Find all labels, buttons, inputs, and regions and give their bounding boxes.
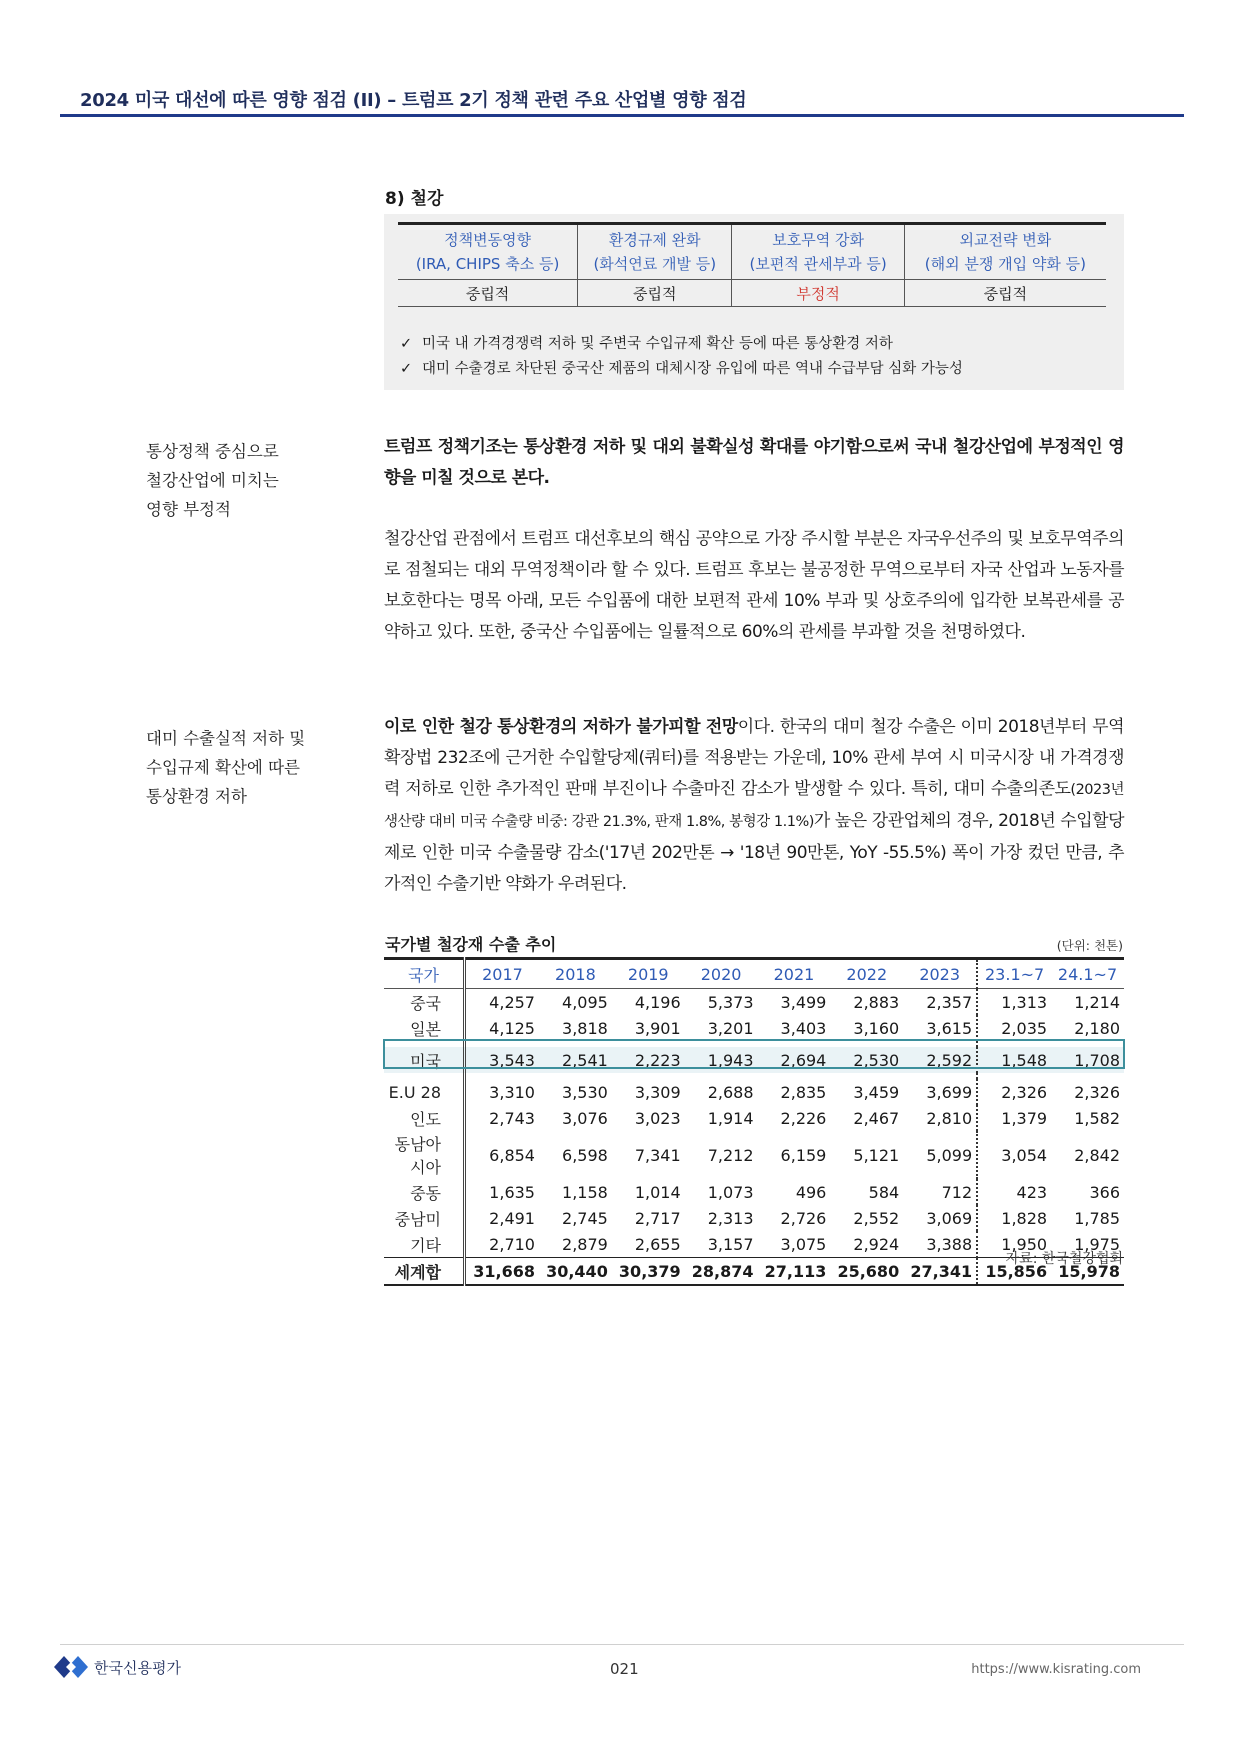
value-cell: 25,680 (830, 1258, 903, 1286)
value-cell: 4,095 (562, 992, 608, 1012)
kis-logo (54, 1654, 181, 1680)
country-cell: 동남아시아 (384, 1131, 465, 1179)
column-header: 2017 (465, 959, 539, 989)
value-cell: 31,668 (465, 1258, 539, 1286)
bullet-item: ✓ 미국 내 가격경쟁력 저하 및 주변국 수입규제 확산 등에 따른 통상환경 저하 (400, 332, 963, 357)
value-cell: 1,635 (489, 1182, 535, 1202)
value-cell: 2,745 (562, 1208, 608, 1228)
value-cell: 2,180 (1074, 1018, 1120, 1038)
us-row-highlight (383, 1039, 1125, 1069)
value-cell: 2,592 (903, 1047, 977, 1073)
value-cell: 7,341 (634, 1145, 681, 1165)
value-cell: 2,035 (977, 1015, 1051, 1041)
value-cell: 2,541 (539, 1047, 612, 1073)
value-cell: 3,310 (489, 1082, 535, 1102)
value-cell: 2,467 (853, 1108, 900, 1128)
column-header: 국가 (384, 959, 465, 989)
value-cell: 3,309 (634, 1082, 681, 1102)
value-cell: 1,914 (707, 1108, 754, 1128)
value-cell: 2,313 (707, 1208, 754, 1228)
policy-value-ira: 중립적 (398, 280, 578, 307)
column-header: 2021 (758, 959, 831, 989)
export-table-unit: (단위: 천톤) (1056, 938, 1123, 953)
value-cell: 2,879 (562, 1234, 608, 1254)
footer-url: https://www.kisrating.com (971, 1662, 1141, 1677)
value-cell: 2,326 (1074, 1082, 1120, 1102)
logo-text: 한국신용평가 (94, 1658, 181, 1677)
export-table-title: 국가별 철강재 수출 추이 (385, 935, 557, 954)
check-icon: ✓ (400, 336, 413, 352)
value-cell: 3,543 (465, 1047, 539, 1073)
value-cell: 3,615 (926, 1018, 973, 1038)
value-cell: 366 (1089, 1182, 1120, 1202)
value-cell: 1,943 (685, 1047, 758, 1073)
value-cell: 584 (868, 1182, 900, 1202)
value-cell: 15,978 (1051, 1258, 1124, 1286)
value-cell: 3,403 (780, 1018, 827, 1038)
value-cell: 1,158 (562, 1182, 608, 1202)
paragraph-2: 철강산업 관점에서 트럼프 대선후보의 핵심 공약으로 가장 주시할 부분은 자국우선주의 및 보호무역주의로 점철되는 대외 무역정책이라 할 수 있다. 트럼프 후보는 불공정한 무역으로부터 자국 산업과 노동자를 보호한다는 명목 아래, 모든 수입품에 대한 보편적 관세 10% 부과 및 상호주의에 입각한 보복관세를 공약하고 있다. 또한, 중국산 수입품에는 일률적으로 60%의 관세를 부과할 것을 천명하였다. (384, 529, 1124, 642)
value-cell: 1,950 (977, 1231, 1051, 1258)
value-cell: 30,440 (539, 1258, 612, 1286)
policy-header-environment: 환경규제 완화 (화석연료 개발 등) (578, 224, 732, 280)
value-cell: 6,159 (780, 1145, 827, 1165)
value-cell: 5,099 (926, 1145, 973, 1165)
policy-header-protectionism: 보호무역 강화 (보편적 관세부과 등) (732, 224, 904, 280)
value-cell: 2,552 (853, 1208, 900, 1228)
policy-value-diplomacy: 중립적 (904, 280, 1106, 307)
value-cell: 28,874 (685, 1258, 758, 1286)
country-cell: E.U 28 (384, 1079, 465, 1105)
value-cell: 6,854 (489, 1145, 535, 1165)
value-cell: 2,357 (926, 992, 973, 1012)
kis-logo-icon (54, 1654, 88, 1680)
value-cell: 1,828 (977, 1205, 1051, 1231)
value-cell: 2,326 (977, 1079, 1051, 1105)
column-header: 2022 (830, 959, 903, 989)
value-cell: 2,743 (489, 1108, 535, 1128)
country-cell: 기타 (384, 1231, 465, 1258)
side-note-2: 대미 수출실적 저하 및 수입규제 확산에 따른 통상환경 저하 (146, 729, 306, 806)
policy-header-ira: 정책변동영향 (IRA, CHIPS 축소 등) (398, 224, 578, 280)
value-cell: 2,530 (830, 1047, 903, 1073)
value-cell: 1,379 (977, 1105, 1051, 1131)
page-number: 021 (610, 1660, 639, 1678)
value-cell: 3,054 (977, 1131, 1051, 1179)
column-header: 2020 (685, 959, 758, 989)
value-cell: 15,856 (977, 1258, 1051, 1286)
value-cell: 2,717 (634, 1208, 681, 1228)
footer-divider (60, 1644, 1184, 1645)
value-cell: 2,842 (1074, 1145, 1120, 1165)
value-cell: 3,023 (634, 1108, 681, 1128)
bullet-item: ✓ 대미 수출경로 차단된 중국산 제품의 대체시장 유입에 따른 역내 수급부담 심화 가능성 (400, 357, 963, 382)
value-cell: 3,157 (707, 1234, 754, 1254)
value-cell: 27,113 (758, 1258, 831, 1286)
export-table-source: 자료: 한국철강협회 (1005, 1251, 1123, 1267)
country-cell: 일본 (384, 1015, 465, 1041)
value-cell: 3,901 (634, 1018, 681, 1038)
value-cell: 5,121 (853, 1145, 900, 1165)
table-row (384, 1131, 1124, 1179)
value-cell: 423 (977, 1179, 1051, 1205)
table-row (384, 1179, 1124, 1205)
value-cell: 2,924 (853, 1234, 900, 1254)
country-cell: 중남미 (384, 1205, 465, 1231)
column-header: 23.1~7 (977, 959, 1051, 989)
table-row (384, 1079, 1124, 1105)
value-cell: 30,379 (612, 1258, 685, 1286)
value-cell: 3,201 (707, 1018, 754, 1038)
value-cell: 4,196 (634, 992, 681, 1012)
policy-bullets (400, 332, 963, 382)
value-cell: 2,835 (780, 1082, 827, 1102)
value-cell: 2,226 (780, 1108, 827, 1128)
value-cell: 2,810 (926, 1108, 973, 1128)
side-note-1: 통상정책 중심으로 철강산업에 미치는 영향 부정적 (146, 442, 279, 519)
header-divider (60, 114, 1184, 117)
value-cell: 3,459 (853, 1082, 900, 1102)
value-cell: 3,699 (926, 1082, 973, 1102)
value-cell: 1,975 (1074, 1234, 1120, 1254)
value-cell: 1,214 (1074, 992, 1120, 1012)
value-cell: 3,076 (562, 1108, 608, 1128)
value-cell: 7,212 (707, 1145, 754, 1165)
value-cell: 3,388 (926, 1234, 973, 1254)
value-cell: 496 (795, 1182, 827, 1202)
value-cell: 1,708 (1051, 1047, 1124, 1073)
policy-value-environment: 중립적 (578, 280, 732, 307)
column-header: 2023 (903, 959, 977, 989)
paragraph-3: 이로 인한 철강 통상환경의 저하가 불가피할 전망이다. 한국의 대미 철강 수출은 이미 2018년부터 무역확장법 232조에 근거한 수입할당제(쿼터)를 적용받는 가운데, 10% 관세 부여 시 미국시장 내 가격경쟁력 저하로 인한 추가적인 판매 부진이나 수출마진 감소가 발생할 수 있다. 특히, 대미 수출의존도(2023년 생산량 대비 미국 수출량 비중: 강관 21.3%, 판재 1.8%, 봉형강 1.1%)가 높은 강관업체의 경우, 2018년 수입할당제로 인한 미국 수출물량 감소('17년 202만톤 → '18년 90만톤, YoY -55.5%) 폭이 가장 컸던 만큼, 추가적인 수출기반 약화가 우려된다. (384, 717, 1124, 894)
value-cell: 3,069 (926, 1208, 973, 1228)
value-cell: 1,073 (707, 1182, 754, 1202)
paragraph-1-bold: 트럼프 정책기조는 통상환경 저하 및 대외 불확실성 확대를 야기함으로써 국내 철강산업에 부정적인 영향을 미칠 것으로 본다. (384, 437, 1124, 488)
value-cell: 1,548 (977, 1047, 1051, 1073)
value-cell: 1,785 (1074, 1208, 1120, 1228)
report-header-title: 2024 미국 대선에 따른 영향 점검 (II) – 트럼프 2기 정책 관련 주요 산업별 영향 점검 (80, 90, 747, 111)
value-cell: 2,726 (780, 1208, 827, 1228)
policy-impact-table (398, 222, 1106, 307)
policy-value-protectionism: 부정적 (732, 280, 904, 307)
value-cell: 3,499 (780, 992, 827, 1012)
value-cell: 3,530 (562, 1082, 608, 1102)
value-cell: 712 (941, 1182, 973, 1202)
column-header: 24.1~7 (1051, 959, 1124, 989)
value-cell: 2,688 (707, 1082, 754, 1102)
value-cell: 3,075 (780, 1234, 827, 1254)
value-cell: 2,883 (853, 992, 900, 1012)
value-cell: 2,694 (758, 1047, 831, 1073)
value-cell: 1,313 (977, 989, 1051, 1016)
table-row (384, 1105, 1124, 1131)
value-cell: 2,491 (489, 1208, 535, 1228)
value-cell: 27,341 (903, 1258, 977, 1286)
table-row (384, 1205, 1124, 1231)
value-cell: 4,125 (489, 1018, 535, 1038)
value-cell: 2,710 (489, 1234, 535, 1254)
value-cell: 3,160 (853, 1018, 900, 1038)
country-cell: 중동 (384, 1179, 465, 1205)
export-table-body (384, 989, 1124, 1286)
country-cell: 세계합 (384, 1258, 465, 1286)
table-row (384, 989, 1124, 1016)
country-cell: 미국 (384, 1047, 465, 1073)
column-header: 2018 (539, 959, 612, 989)
table-row (384, 1015, 1124, 1041)
value-cell: 1,014 (634, 1182, 681, 1202)
check-icon: ✓ (400, 361, 413, 377)
section-title: 8) 철강 (385, 189, 444, 209)
value-cell: 5,373 (707, 992, 754, 1012)
value-cell: 1,582 (1074, 1108, 1120, 1128)
value-cell: 2,655 (634, 1234, 681, 1254)
value-cell: 3,818 (562, 1018, 608, 1038)
export-table (384, 957, 1124, 1286)
country-cell: 인도 (384, 1105, 465, 1131)
policy-header-diplomacy: 외교전략 변화 (해외 분쟁 개입 약화 등) (904, 224, 1106, 280)
value-cell: 4,257 (489, 992, 535, 1012)
country-cell: 중국 (384, 989, 465, 1016)
value-cell: 6,598 (562, 1145, 608, 1165)
value-cell: 2,223 (612, 1047, 685, 1073)
column-header: 2019 (612, 959, 685, 989)
